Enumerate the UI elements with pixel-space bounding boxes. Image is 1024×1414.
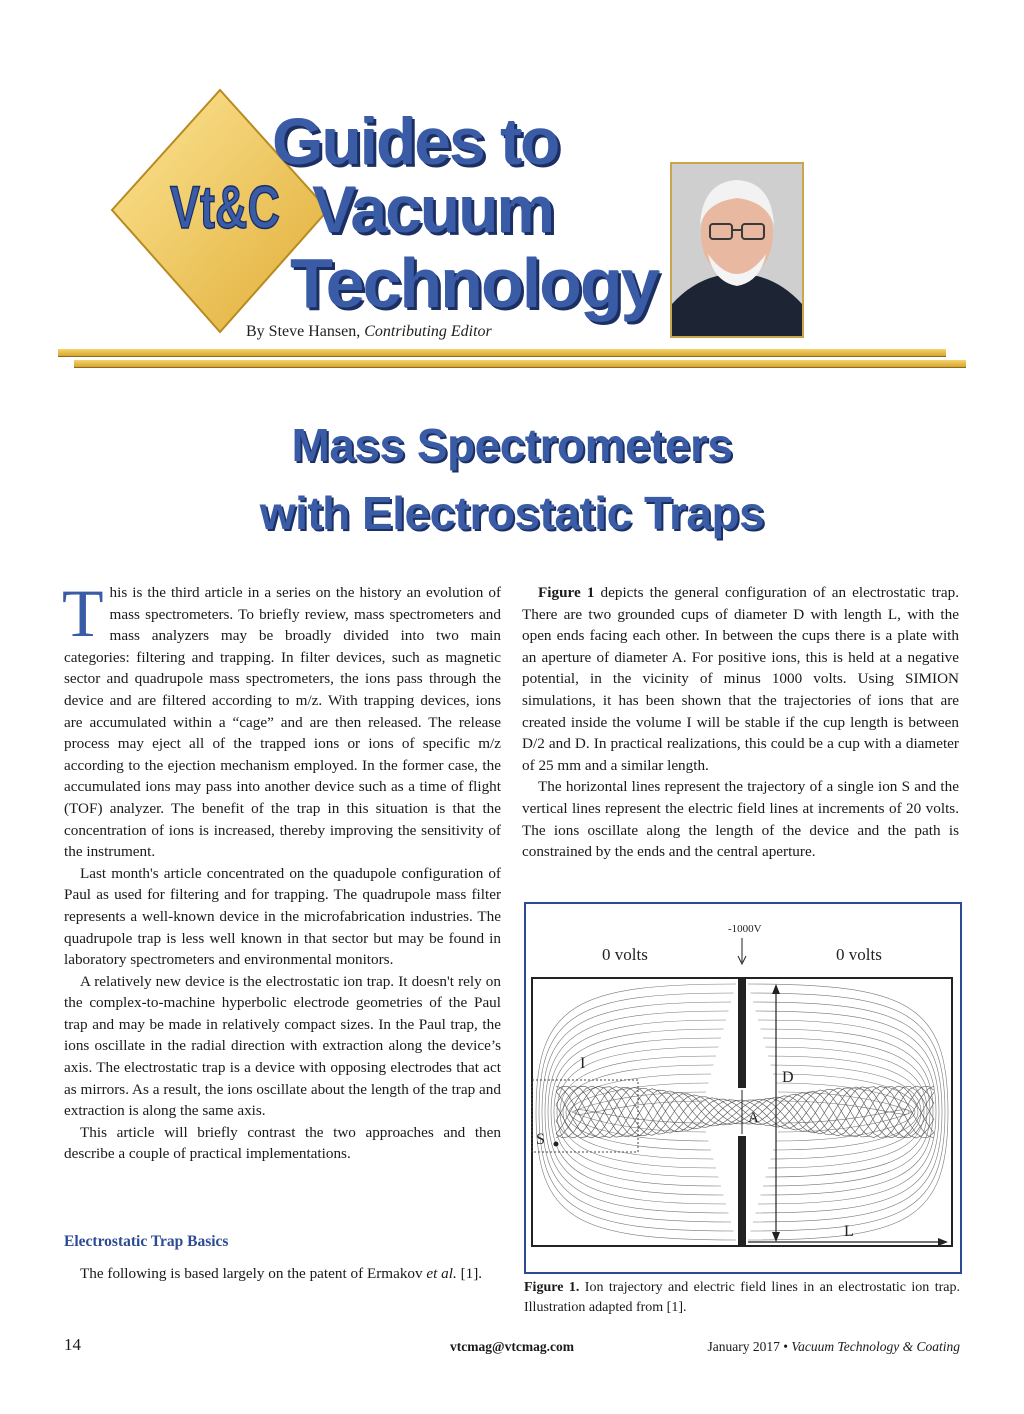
paragraph-2: Last month's article concentrated on the quadupole configuration of Paul as used for filtering and for trapping. The quadrupole mass filter represents a well-known device in the microfabrication industries. The quadrupole trap is less well known in that sector but may be found in laboratory spectrometers and environmental monitors. xyxy=(64,864,501,969)
drop-cap: T xyxy=(62,575,104,651)
trap-diagram xyxy=(526,904,960,1272)
label-s: S xyxy=(536,1131,545,1148)
header-rule-lower xyxy=(74,360,966,368)
section-intro-italic: et al. xyxy=(426,1265,457,1282)
field-line xyxy=(753,1002,942,1222)
figure-1 xyxy=(524,902,962,1274)
byline-role: Contributing Editor xyxy=(364,323,492,340)
plate-voltage: -1000V xyxy=(728,923,762,935)
label-l: L xyxy=(844,1223,854,1240)
label-i: I xyxy=(580,1055,586,1072)
issue-date: January 2017 • xyxy=(707,1339,792,1354)
paragraph-1 xyxy=(62,575,501,863)
section-intro xyxy=(64,1263,501,1285)
caption-text: Ion trajectory and electric field lines in an electrostatic ion trap. Illustration adapted from [1]. xyxy=(524,1280,960,1315)
ion-trajectory xyxy=(556,1086,934,1138)
caption-label: Figure 1. xyxy=(524,1280,580,1295)
left-column xyxy=(62,575,501,1165)
logo-letters: Vt&C xyxy=(170,174,280,241)
header-title-line-2: Vacuum xyxy=(312,172,554,246)
header-rule-upper xyxy=(58,349,946,357)
left-cup-voltage: 0 volts xyxy=(602,945,648,964)
section-intro-paragraph xyxy=(64,1263,501,1285)
label-d: D xyxy=(782,1069,794,1086)
issue-title: Vacuum Technology & Coating xyxy=(791,1339,960,1354)
label-a: A xyxy=(748,1110,759,1126)
article-title-line-1: Mass Spectrometers xyxy=(291,419,733,471)
ion-start-point xyxy=(554,1142,559,1147)
central-plate-upper xyxy=(738,978,746,1088)
field-line xyxy=(761,1029,934,1195)
field-line xyxy=(773,1074,918,1150)
figure-reference: Figure 1 xyxy=(538,584,595,601)
page-number: 14 xyxy=(64,1335,81,1354)
header-title-line-3: Technology xyxy=(290,244,658,322)
author-photo xyxy=(670,162,804,338)
right-column xyxy=(522,582,959,863)
byline-author: By Steve Hansen, xyxy=(246,323,365,340)
article-title-line-2: with Electrostatic Traps xyxy=(259,487,765,539)
author-portrait-image xyxy=(672,164,802,336)
footer-email: vtcmag@vtcmag.com xyxy=(450,1339,574,1354)
central-plate-lower xyxy=(738,1136,746,1246)
paragraph-4: This article will briefly contrast the two approaches and then describe a couple of practical implementations. xyxy=(64,1123,501,1163)
paragraph-5 xyxy=(522,582,959,776)
paragraph-3: A relatively new device is the electrostatic ion trap. It doesn't rely on the complex-to-machine hyperbolic electrode geometries of the Paul trap and may be made in relatively compact sizes. In the Paul trap, the ions oscillate in the radial direction with extraction along the device’s axis. The electrostatic trap is a device with opposing electrodes that act as mirrors. As a result, the ions oscillate about the length of the trap and extraction is along the same axis. xyxy=(64,972,501,1120)
paragraph-6: The horizontal lines represent the trajectory of a single ion S and the vertical lines represent the electric field lines at increments of 20 volts. The ions oscillate along the length of the device and the path is constrained by the ends and the central aperture. xyxy=(522,778,959,861)
paragraph-1-text: his is the third article in a series on the history an evolution of mass spectrometers. To briefly review, mass spectrometers and mass analyzers may be broadly divided into two main categories: filtering and trapping. In filter devices, such as magnetic sector and quadrupole mass spectrometers, the ions pass through the device and are filtered according to m/z. With trapping devices, ions are accumulated within a “cage” and are then released. The release process may eject all of the trapped ions or ions of specific m/z according to the ejection mechanism employed. In the former case, the accumulated ions may pass into another device such as a time of flight (TOF) analyzer. The benefit of the trap in this situation is that the concentration of ions is increased, thereby improving the sensitivity of the instrument. xyxy=(64,584,501,861)
section-intro-text: The following is based largely on the patent of Ermakov xyxy=(80,1265,427,1282)
footer-issue xyxy=(708,1339,960,1355)
byline xyxy=(246,323,492,341)
figure-caption xyxy=(524,1278,960,1318)
paragraph-5-text: depicts the general configuration of an electrostatic trap. There are two grounded cups of diameter D with length L, with the open ends facing each other. In between the cups there is a plate with an aperture of diameter A. For positive ions, this is held at a negative potential, in the vicinity of minus 1000 volts. Using SIMION simulations, it has been shown that the trajectories of ions that are created inside the volume I will be stable if the cup length is between D/2 and D. In practical realizations, this could be a cup with a diameter of 25 mm and a similar length. xyxy=(522,584,959,774)
field-line xyxy=(539,993,734,1231)
header-title-line-1: Guides to xyxy=(272,104,559,178)
right-cup-voltage: 0 volts xyxy=(836,945,882,964)
section-heading: Electrostatic Trap Basics xyxy=(64,1233,229,1250)
section-intro-tail: [1]. xyxy=(456,1265,483,1282)
